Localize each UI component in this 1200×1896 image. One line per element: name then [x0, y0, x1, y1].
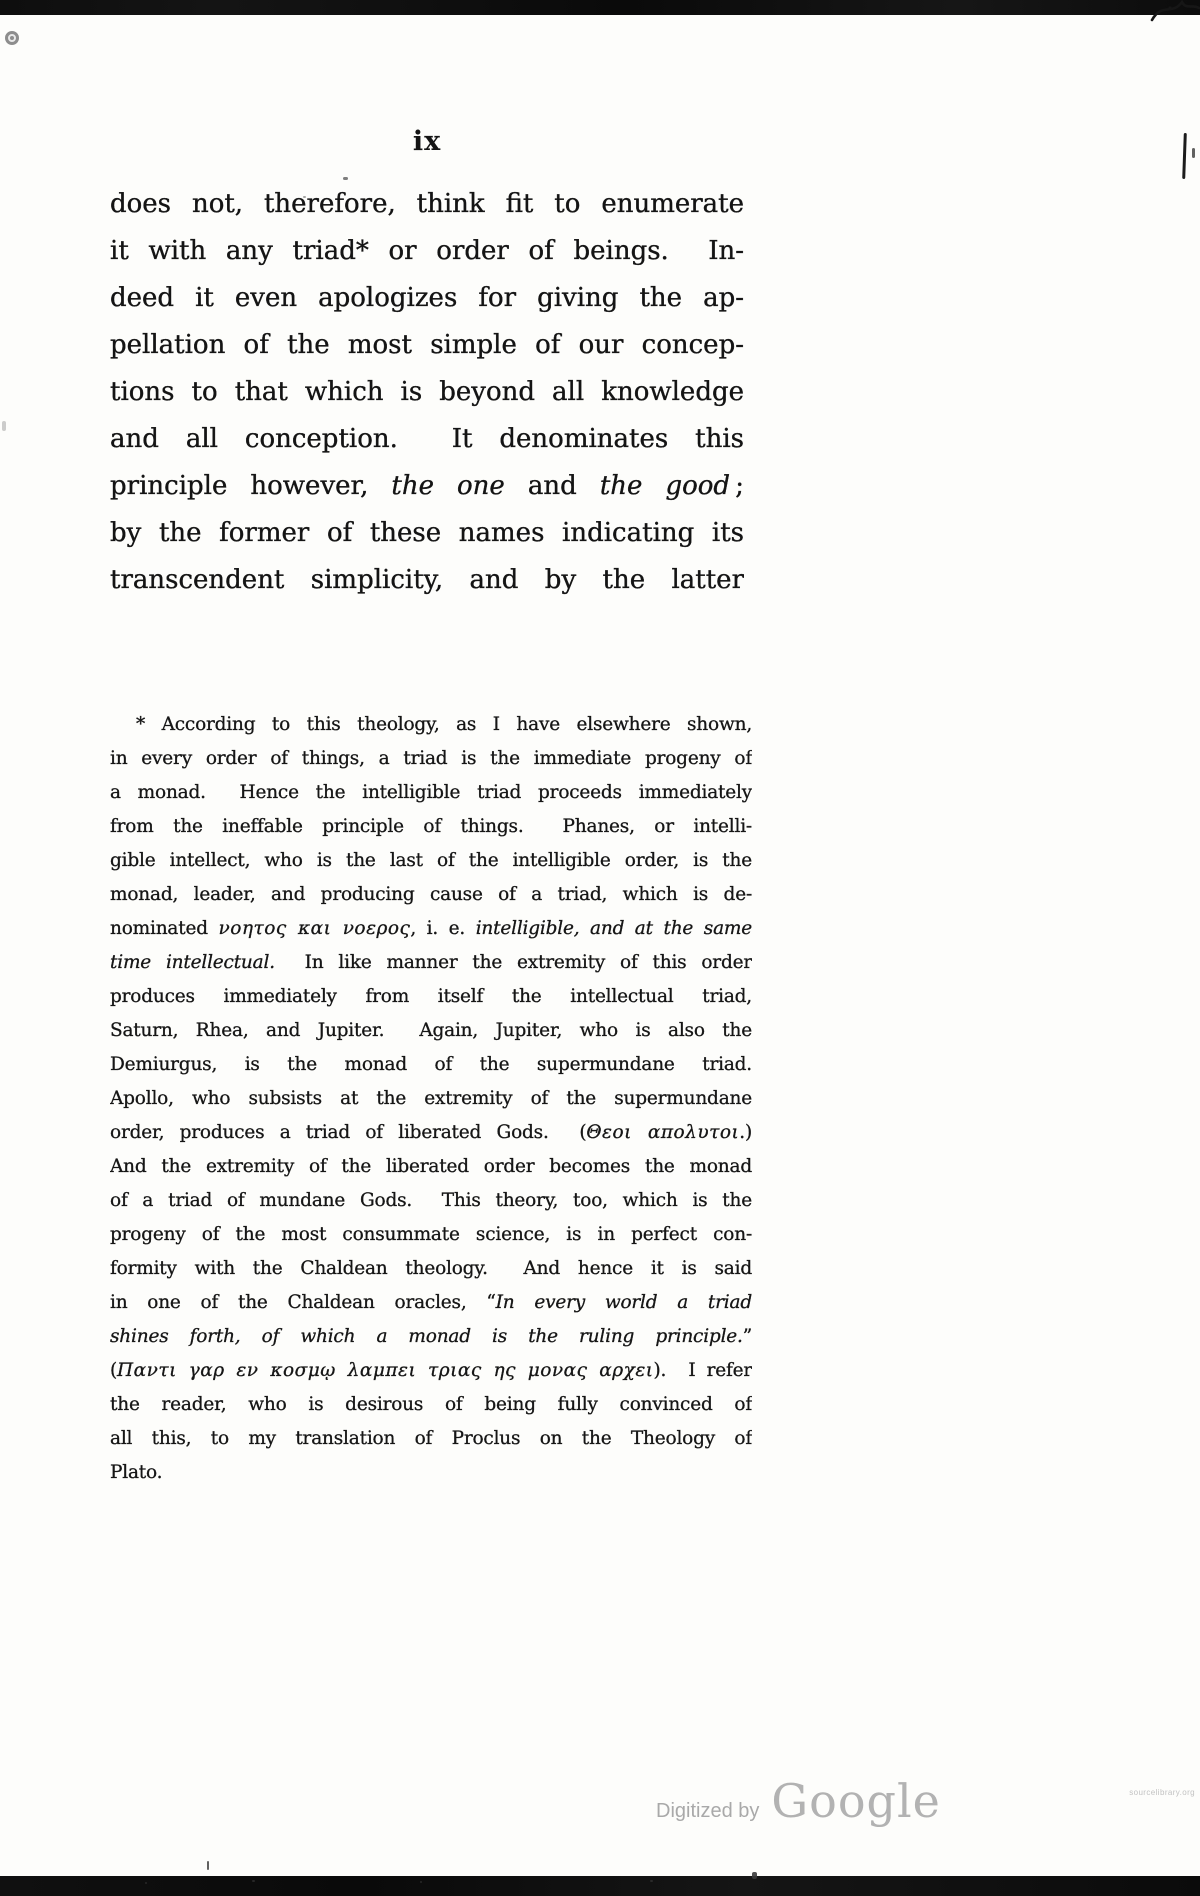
- text-segment: ”: [742, 1326, 752, 1347]
- text-segment: order, produces a triad of liberated Gods. (: [110, 1122, 587, 1143]
- margin-ink-mark: [1182, 133, 1187, 179]
- text-segment: progeny of the most consummate science, is in perfect con-: [110, 1224, 752, 1245]
- scan-speck: [2, 421, 6, 431]
- text-segment: all this, to my translation of Proclus on the Theology of: [110, 1428, 752, 1449]
- text-segment: it with any triad* or order of beings. In-: [110, 236, 744, 266]
- text-line: [110, 322, 744, 369]
- footnote-line: [110, 1116, 752, 1150]
- text-segment: in one of the Chaldean oracles, “: [110, 1292, 496, 1313]
- footnote-line: [110, 1014, 752, 1048]
- ink-scribble-mark: [1148, 0, 1200, 48]
- footnote-line: [110, 1082, 752, 1116]
- text-segment: the reader, who is desirous of being fully convinced of: [110, 1394, 752, 1415]
- footnote-line: [110, 776, 752, 810]
- scan-top-edge-bar: [0, 0, 1200, 15]
- scan-speck: [420, 1881, 422, 1883]
- digitized-by-label: Digitized by: [656, 1800, 760, 1822]
- text-segment-emphasis: the good: [599, 471, 731, 501]
- text-segment: Plato.: [110, 1462, 163, 1483]
- scan-speck: [1192, 148, 1195, 158]
- text-segment: transcendent simplicity, and by the latter: [110, 565, 744, 595]
- footnote-block: [110, 708, 752, 1490]
- text-segment: monad, leader, and producing cause of a triad, which is de-: [110, 884, 752, 905]
- text-segment: In like manner the extremity of this order: [274, 952, 752, 973]
- text-segment-emphasis: νοητος και νοερος: [218, 918, 411, 939]
- text-segment: (: [110, 1360, 118, 1381]
- text-segment: from the ineffable principle of things. Phanes, or intelli-: [110, 816, 752, 837]
- text-segment-emphasis: In every world a triad: [495, 1292, 752, 1313]
- footnote-line: [110, 1218, 752, 1252]
- text-line: [110, 510, 744, 557]
- footnote-line: [110, 1252, 752, 1286]
- text-segment: .): [739, 1122, 752, 1143]
- text-segment: * According to this theology, as I have elsewhere shown,: [136, 714, 752, 735]
- text-segment-emphasis: Παντι γαρ εν κοσμῳ λαμπει τριας ης μονας αρχει: [117, 1360, 654, 1381]
- footnote-line: [110, 1150, 752, 1184]
- text-segment: does not, therefore, think fit to enumerate: [110, 189, 744, 219]
- text-segment: and: [504, 471, 600, 501]
- text-segment: Demiurgus, is the monad of the supermundane triad.: [110, 1054, 752, 1075]
- text-segment: of a triad of mundane Gods. This theory, too, which is the: [110, 1190, 752, 1211]
- footnote-line: [110, 1320, 752, 1354]
- scan-speck: [252, 1880, 255, 1882]
- footnote-line: [110, 1184, 752, 1218]
- text-line: [110, 369, 744, 416]
- text-segment: gible intellect, who is the last of the intelligible order, is the: [110, 850, 752, 871]
- footnote-line: [110, 946, 752, 980]
- text-segment-emphasis: time intellectual.: [110, 952, 275, 973]
- text-segment: And the extremity of the liberated order becomes the monad: [110, 1156, 752, 1177]
- footnote-line: [110, 1354, 752, 1388]
- footnote-line: [110, 912, 752, 946]
- text-segment-emphasis: shines forth, of which a monad is the ruling principle.: [110, 1326, 743, 1347]
- edge-watermark-text: sourcelibrary.org: [1129, 1788, 1195, 1797]
- text-line: [110, 557, 744, 604]
- scan-speck: [752, 1872, 757, 1879]
- footnote-line: [110, 810, 752, 844]
- scan-speck: [650, 1880, 653, 1882]
- text-line: [110, 416, 744, 463]
- main-text-block: [110, 181, 744, 604]
- text-segment: principle however,: [110, 471, 392, 501]
- text-segment: tions to that which is beyond all knowledge: [110, 377, 744, 407]
- text-segment: formity with the Chaldean theology. And hence it is said: [110, 1258, 752, 1279]
- text-segment: and all conception. It denominates this: [110, 424, 744, 454]
- digitized-by-watermark: [656, 1774, 941, 1828]
- text-line: [110, 275, 744, 322]
- footnote-line: [110, 708, 752, 742]
- text-segment: in every order of things, a triad is the immediate progeny of: [110, 748, 752, 769]
- footnote-line: [110, 1422, 752, 1456]
- scan-bottom-edge-bar: [0, 1876, 1200, 1896]
- text-segment: a monad. Hence the intelligible triad proceeds immediately: [110, 782, 752, 803]
- text-line: [110, 228, 744, 275]
- google-logo-text: Google: [771, 1774, 941, 1828]
- page-number: ix: [412, 126, 442, 157]
- text-segment: nominated: [110, 918, 219, 939]
- footnote-line: [110, 742, 752, 776]
- text-segment: ). I refer: [653, 1360, 752, 1381]
- text-segment-emphasis: intelligible, and at the same: [475, 918, 752, 939]
- footnote-line: [110, 1388, 752, 1422]
- footnote-line: [110, 878, 752, 912]
- footnote-line: [110, 1286, 752, 1320]
- hole-punch-icon: [5, 31, 19, 45]
- text-segment: Saturn, Rhea, and Jupiter. Again, Jupiter, who is also the: [110, 1020, 752, 1041]
- text-segment: , i. e.: [410, 918, 476, 939]
- text-segment: Apollo, who subsists at the extremity of the supermundane: [110, 1088, 752, 1109]
- text-line: [110, 463, 744, 510]
- footnote-line: [110, 844, 752, 878]
- text-line: [110, 181, 744, 228]
- scan-speck: [145, 1882, 147, 1884]
- text-segment-emphasis: the one: [391, 471, 505, 501]
- footnote-line: [110, 1456, 752, 1490]
- footnote-line: [110, 980, 752, 1014]
- text-segment: by the former of these names indicating its: [110, 518, 744, 548]
- scan-speck: [343, 177, 348, 180]
- text-segment: produces immediately from itself the intellectual triad,: [110, 986, 752, 1007]
- text-segment: deed it even apologizes for giving the ap-: [110, 283, 744, 313]
- text-segment-emphasis: Θεοι απολυτοι: [586, 1122, 740, 1143]
- scan-speck: [207, 1861, 209, 1870]
- footnote-line: [110, 1048, 752, 1082]
- text-segment: ;: [730, 471, 744, 501]
- text-segment: pellation of the most simple of our concep-: [110, 330, 744, 360]
